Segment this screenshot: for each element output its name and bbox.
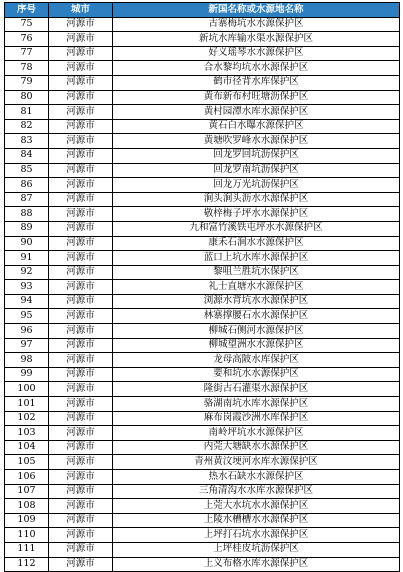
table-row	[5, 411, 400, 426]
source-name-cell: 热水石缺水水源保护区	[113, 470, 400, 485]
source-name-cell: 上义布格水库水源保护区	[113, 557, 400, 572]
water-source-table	[4, 2, 400, 572]
serial-number-cell: 79	[5, 75, 49, 90]
serial-number-cell: 98	[5, 353, 49, 368]
city-cell: 河源市	[49, 265, 113, 280]
source-name-cell: 骆湖南坑水库水源保护区	[113, 397, 400, 412]
city-cell: 河源市	[49, 309, 113, 324]
city-cell: 河源市	[49, 192, 113, 207]
serial-number-cell: 106	[5, 470, 49, 485]
serial-number-cell: 109	[5, 513, 49, 528]
city-cell: 河源市	[49, 440, 113, 455]
table-row	[5, 367, 400, 382]
table-row	[5, 134, 400, 149]
serial-number-cell: 92	[5, 265, 49, 280]
city-cell: 河源市	[49, 163, 113, 178]
table-row	[5, 455, 400, 470]
source-name-cell: 礼士直塘水水源保护区	[113, 280, 400, 295]
serial-number-cell: 104	[5, 440, 49, 455]
source-name-cell: 隆街古石灌渠水源保护区	[113, 382, 400, 397]
city-cell: 河源市	[49, 397, 113, 412]
serial-number-cell: 101	[5, 397, 49, 412]
source-name-cell: 内莞大塘缺水水源保护区	[113, 440, 400, 455]
serial-number-cell: 94	[5, 294, 49, 309]
serial-number-cell: 77	[5, 46, 49, 61]
source-name-cell: 黄塘吹罗峰水水源保护区	[113, 134, 400, 149]
serial-number-cell: 81	[5, 105, 49, 120]
city-cell: 河源市	[49, 90, 113, 105]
city-cell: 河源市	[49, 411, 113, 426]
source-name-cell: 新坑水库输水渠水源保护区	[113, 32, 400, 47]
city-cell: 河源市	[49, 542, 113, 557]
table-row	[5, 499, 400, 514]
table-row	[5, 207, 400, 222]
city-cell: 河源市	[49, 338, 113, 353]
city-cell: 河源市	[49, 280, 113, 295]
serial-number-cell: 88	[5, 207, 49, 222]
table-row	[5, 105, 400, 120]
city-cell: 河源市	[49, 455, 113, 470]
source-name-cell: 好义瑶琴水水源保护区	[113, 46, 400, 61]
serial-number-cell: 83	[5, 134, 49, 149]
city-cell: 河源市	[49, 353, 113, 368]
city-cell: 河源市	[49, 367, 113, 382]
source-name-cell: 南岭坪坑水水源保护区	[113, 426, 400, 441]
city-cell: 河源市	[49, 119, 113, 134]
serial-number-cell: 85	[5, 163, 49, 178]
source-name-cell: 麻布岗霞沙洲水库保护区	[113, 411, 400, 426]
source-name-cell: 上莞大水坑水水源保护区	[113, 499, 400, 514]
city-cell: 河源市	[49, 221, 113, 236]
source-name-cell: 蓝口上坑水库水源保护区	[113, 251, 400, 266]
table-row	[5, 440, 400, 455]
source-name-cell: 敬梓梅子坪水水源保护区	[113, 207, 400, 222]
source-name-cell: 上陵水槽槽水水源保护区	[113, 513, 400, 528]
source-name-cell: 康禾石涧水水源保护区	[113, 236, 400, 251]
table-row	[5, 163, 400, 178]
serial-number-cell: 82	[5, 119, 49, 134]
city-cell: 河源市	[49, 207, 113, 222]
city-cell: 河源市	[49, 236, 113, 251]
city-cell: 河源市	[49, 499, 113, 514]
source-name-cell: 三角清沟水水库水源保护区	[113, 484, 400, 499]
table-row	[5, 426, 400, 441]
table-row	[5, 119, 400, 134]
serial-number-cell: 78	[5, 61, 49, 76]
table-row	[5, 236, 400, 251]
table-row	[5, 148, 400, 163]
table-body	[5, 17, 400, 572]
serial-number-cell: 99	[5, 367, 49, 382]
city-cell: 河源市	[49, 484, 113, 499]
table-row	[5, 557, 400, 572]
city-cell: 河源市	[49, 32, 113, 47]
header-city: 城市	[49, 3, 113, 18]
serial-number-cell: 105	[5, 455, 49, 470]
source-name-cell: 涧头涧头沥水水源保护区	[113, 192, 400, 207]
source-name-cell: 柳城石侧河水源保护区	[113, 324, 400, 339]
source-name-cell: 柳城望洲水水源保护区	[113, 338, 400, 353]
table-row	[5, 338, 400, 353]
city-cell: 河源市	[49, 470, 113, 485]
serial-number-cell: 84	[5, 148, 49, 163]
source-name-cell: 黄村园潭水库水源保护区	[113, 105, 400, 120]
serial-number-cell: 112	[5, 557, 49, 572]
source-name-cell: 要和坑水水源保护区	[113, 367, 400, 382]
table-row	[5, 61, 400, 76]
source-name-cell: 林寨撑腰石水水源保护区	[113, 309, 400, 324]
source-name-cell: 浏源水背坑水水源保护区	[113, 294, 400, 309]
source-name-cell: 回龙罗回坑沥保护区	[113, 148, 400, 163]
city-cell: 河源市	[49, 61, 113, 76]
city-cell: 河源市	[49, 382, 113, 397]
source-name-cell: 龙母高陂水库保护区	[113, 353, 400, 368]
table-row	[5, 178, 400, 193]
city-cell: 河源市	[49, 513, 113, 528]
serial-number-cell: 107	[5, 484, 49, 499]
serial-number-cell: 90	[5, 236, 49, 251]
table-header	[5, 3, 400, 18]
city-cell: 河源市	[49, 528, 113, 543]
city-cell: 河源市	[49, 46, 113, 61]
table-row	[5, 46, 400, 61]
serial-number-cell: 91	[5, 251, 49, 266]
source-name-cell: 回龙万光坑沥保护区	[113, 178, 400, 193]
serial-number-cell: 76	[5, 32, 49, 47]
serial-number-cell: 97	[5, 338, 49, 353]
serial-number-cell: 75	[5, 17, 49, 32]
city-cell: 河源市	[49, 251, 113, 266]
table-row	[5, 17, 400, 32]
source-name-cell: 鹤市径背水库保护区	[113, 75, 400, 90]
serial-number-cell: 110	[5, 528, 49, 543]
table-row	[5, 294, 400, 309]
table-row	[5, 528, 400, 543]
table-row	[5, 382, 400, 397]
serial-number-cell: 102	[5, 411, 49, 426]
city-cell: 河源市	[49, 324, 113, 339]
city-cell: 河源市	[49, 557, 113, 572]
table-row	[5, 484, 400, 499]
source-name-cell: 古寨梅坑水水源保护区	[113, 17, 400, 32]
city-cell: 河源市	[49, 75, 113, 90]
serial-number-cell: 86	[5, 178, 49, 193]
serial-number-cell: 111	[5, 542, 49, 557]
city-cell: 河源市	[49, 134, 113, 149]
source-name-cell: 黎咀兰胜坑水保护区	[113, 265, 400, 280]
table-row	[5, 90, 400, 105]
source-name-cell: 九和富竹溪铁屯坪水水源保护区	[113, 221, 400, 236]
table-row	[5, 513, 400, 528]
source-name-cell: 上坪桂皮坑沥保护区	[113, 542, 400, 557]
city-cell: 河源市	[49, 105, 113, 120]
serial-number-cell: 87	[5, 192, 49, 207]
serial-number-cell: 80	[5, 90, 49, 105]
source-name-cell: 青州黄汶埂河水库水源保护区	[113, 455, 400, 470]
table-row	[5, 251, 400, 266]
table-row	[5, 353, 400, 368]
header-row	[5, 3, 400, 18]
source-name-cell: 回龙罗南坑沥保护区	[113, 163, 400, 178]
serial-number-cell: 93	[5, 280, 49, 295]
document-page	[4, 2, 399, 572]
serial-number-cell: 103	[5, 426, 49, 441]
serial-number-cell: 95	[5, 309, 49, 324]
serial-number-cell: 108	[5, 499, 49, 514]
city-cell: 河源市	[49, 17, 113, 32]
city-cell: 河源市	[49, 148, 113, 163]
city-cell: 河源市	[49, 178, 113, 193]
table-row	[5, 75, 400, 90]
header-serial-number: 序号	[5, 3, 49, 18]
serial-number-cell: 100	[5, 382, 49, 397]
table-row	[5, 221, 400, 236]
table-row	[5, 324, 400, 339]
table-row	[5, 397, 400, 412]
serial-number-cell: 89	[5, 221, 49, 236]
source-name-cell: 上坪打石坑水水源保护区	[113, 528, 400, 543]
header-source-name: 新国名称或水源地名称	[113, 3, 400, 18]
source-name-cell: 合水黎均坑水水源保护区	[113, 61, 400, 76]
source-name-cell: 黄石白水曝水源保护区	[113, 119, 400, 134]
source-name-cell: 黄布新布村旺塘沥保护区	[113, 90, 400, 105]
city-cell: 河源市	[49, 426, 113, 441]
table-row	[5, 280, 400, 295]
table-row	[5, 470, 400, 485]
table-row	[5, 192, 400, 207]
table-row	[5, 32, 400, 47]
table-row	[5, 309, 400, 324]
table-row	[5, 265, 400, 280]
city-cell: 河源市	[49, 294, 113, 309]
serial-number-cell: 96	[5, 324, 49, 339]
